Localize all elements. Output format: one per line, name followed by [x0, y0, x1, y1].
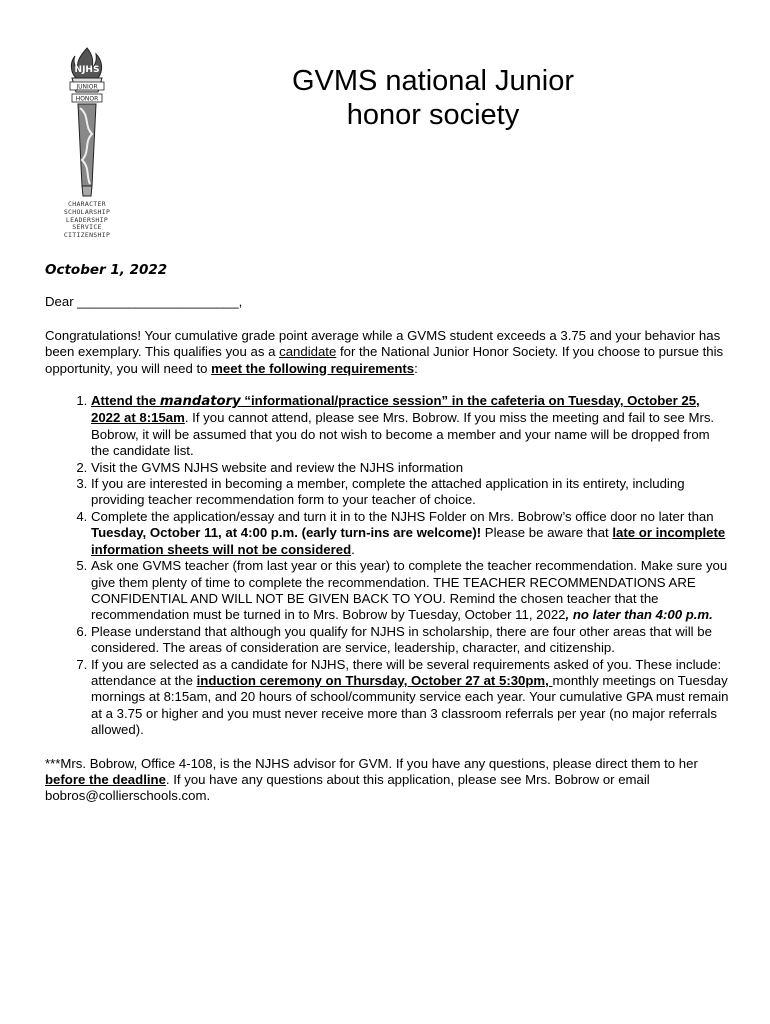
title-line: honor society — [346, 99, 520, 131]
svg-text:HONOR: HONOR — [75, 95, 99, 103]
intro-text: Congratulations! Your cumulative grade point average while a GVMS student exceeds a 3.75 and your behavior has been exemplary. This qualifies you as a — [45, 327, 721, 360]
candidate-text: candidate — [279, 344, 337, 360]
list-item — [91, 657, 730, 739]
title-line: GVMS national Junior — [291, 65, 575, 97]
closing-paragraph — [45, 756, 730, 805]
deadline-emphasis: before the deadline — [45, 771, 166, 787]
item-text: Please understand that although you qualify for NJHS in scholarship, there are four other areas that will be considered. The areas of consideration are service, leadership, character, and citizenship. — [91, 623, 712, 656]
deadline-text: , no later than 4:00 p.m. — [565, 607, 713, 623]
letter-body — [45, 262, 730, 805]
item-text: monthly meetings on Tuesday mornings at 8:15am, and 20 hours of school/community service each year. Your cumulative GPA must remain at a 3.75 or higher and you must never receive more than 3 classroom referrals per year (no major referrals allowed). — [91, 672, 729, 738]
logo-caption-line: LEADERSHIP — [65, 215, 109, 224]
deadline-text: Tuesday, October 11, at 4:00 p.m. (early turn-ins are welcome)! — [91, 525, 482, 541]
item-text: Complete the application/essay and turn it in to the NJHS Folder on Mrs. Bobrow’s office door no later than — [91, 508, 714, 524]
logo-caption-line: SERVICE — [72, 223, 102, 232]
list-item — [91, 476, 730, 509]
logo-caption-line: CHARACTER — [68, 200, 106, 208]
page-title — [250, 64, 616, 132]
requirements-list — [45, 393, 730, 739]
list-item — [91, 624, 730, 657]
list-item — [91, 509, 730, 558]
item-text: If you are interested in becoming a member, complete the attached application in its entirety, including providing teacher recommendation form to your teacher of choice. — [91, 476, 685, 508]
item-text: “informational/practice session” in the cafeteria on Tuesday, October 25, 2022 at 8:15am — [91, 393, 700, 426]
logo-caption — [52, 201, 122, 240]
induction-text: induction ceremony on Thursday, October 27 at 5:30pm, — [196, 672, 553, 688]
requirements-text: meet the following requirements — [211, 360, 415, 376]
svg-text:NJHS: NJHS — [74, 65, 100, 75]
salutation: Dear ______________________, — [45, 294, 243, 310]
late-warning-text: late or incomplete information sheets will not be considered — [91, 525, 726, 557]
list-item — [91, 558, 730, 624]
list-item — [91, 393, 730, 460]
item-text: If you are selected as a candidate for NJHS, there will be several requirements asked of you. These include: attendance at the — [91, 656, 722, 688]
item-text: Visit the GVMS NJHS website and review the NJHS information — [91, 459, 464, 475]
letter-date: October 1, 2022 — [45, 262, 168, 278]
intro-text: : — [414, 360, 418, 376]
logo-caption-line: SCHOLARSHIP — [63, 207, 111, 216]
intro-paragraph — [45, 328, 730, 377]
item-text: Please be aware that — [481, 525, 613, 541]
item-text: Ask one GVMS teacher (from last year or this year) to complete the teacher recommendation. Make sure you give them plenty of time to complete the recommendation. THE TEACHER RECOMMENDATIONS ARE CONFIDENTIAL AND WILL NOT BE GIVEN BACK TO YOU. Remind the chosen teacher that the recommendation must be turned in to Mrs. Bobrow by Tuesday, October 11, 2022 — [91, 558, 728, 623]
logo-caption-line: CITIZENSHIP — [63, 231, 111, 240]
list-item — [91, 460, 730, 476]
item-text: . If you cannot attend, please see Mrs. Bobrow. If you miss the meeting and fail to see Mrs. Bobrow, it will be assumed that you do not wish to become a member and your name will be dropped from the candidate list. — [91, 410, 715, 459]
svg-text:JUNIOR: JUNIOR — [76, 83, 98, 91]
item-text: Attend the — [91, 393, 160, 409]
closing-text: . If you have any questions about this application, please see Mrs. Bobrow or email bobros@collierschools.com. — [45, 771, 650, 804]
item-text: . — [351, 541, 355, 557]
intro-text: for the National Junior Honor Society. If you choose to pursue this opportunity, you will need to — [45, 344, 724, 376]
closing-text: ***Mrs. Bobrow, Office 4-108, is the NJHS advisor for GVM. If you have any questions, please direct them to her — [45, 755, 698, 771]
mandatory-text: mandatory — [159, 394, 241, 410]
